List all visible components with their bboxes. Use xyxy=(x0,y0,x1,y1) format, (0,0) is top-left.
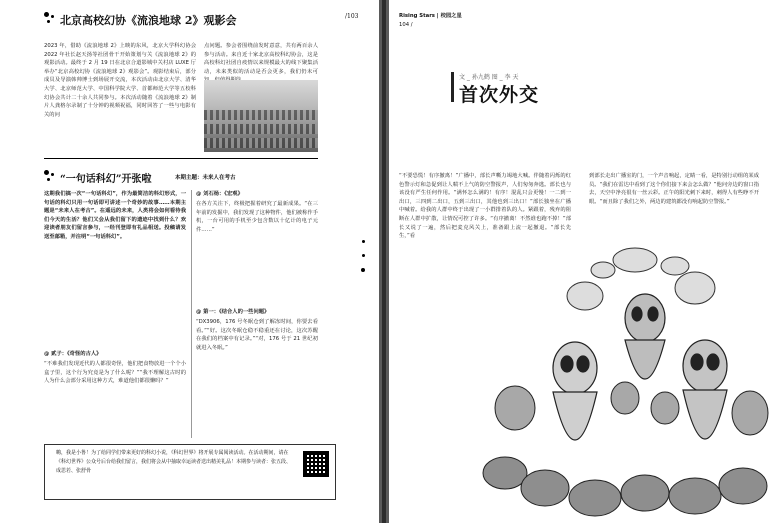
left-page xyxy=(0,0,379,523)
reply-3-text: “不难我们发现近代的人都很奇怪，他们把食物放进一个个小盒子里，这个行为究竟是为了什么呢？”“我不理解这古时的人为什么会部分采用这种方式，难道他们都很懒吗？” xyxy=(44,361,186,385)
story-title: 首次外交 xyxy=(459,84,540,106)
story-body-col2: 到部长走出广播室的门，一个声音响起，定睛一看，是特别行动组的某成员。“我们在雷达中看到了这个你们接下来会怎么做？”他问旁边的窗口指去，天空中净亮很有一丝云彩。正午的阳光刺下来时，刺得人有些睁不开眼。“而且除了我们之外，两边的建筑都没有响起防空警报。” xyxy=(589,173,759,205)
reply-2-author: @ 第一：《结合人的一些问题》 xyxy=(196,309,270,315)
scrollbar[interactable] xyxy=(382,0,386,523)
article-1-body: 2023 年，借助《流浪地球 2》上映的东风，北京大学科幻协会 2022 年社长赵天扬等社团骨干开始策划与关《流浪地球 2》的观影活动。最终于 2 月 19 日在北京合道影城中关村店 LUXE 厅举办“北京高校幻协《流浪地球 2》观影会”。观影结束后，部分成员及导演韩帅博士到场展开交流，本次活动由北京大学、清华大学、北京师范大学、中国科学院大学、首都师范大学等五校科幻协会共计二十余人共同参与。本次活动随着《流浪地球 2》制片人龚格尔录制了十分钟的视频祝福，同时回答了一些与电影有关的问 xyxy=(44,43,196,118)
right-page xyxy=(389,0,769,523)
article-2-intro: 这期我们搞一次“一句话科幻”，作为最简洁的科幻形式，一句话的科幻只用一句话即可讲述一个奇妙的故事……本期主题是“未来人在考古”。在遥远的未来，人类将会如何看待我们今天的生活？他们又会从我们留下的遗迹中找到什么？欢迎读者朋友们留言参与，一经刊登即有礼品相送。投稿请发送至邮箱，并注明“一句话科幻”。 xyxy=(44,191,186,240)
column-divider xyxy=(191,190,192,438)
article-2-kicker: 本期主题：未来人在考古 xyxy=(175,175,236,181)
page-marker-dot xyxy=(362,254,365,257)
page-marker-arrow xyxy=(361,268,365,272)
qr-code-icon xyxy=(303,451,329,477)
reply-1-author: @ 刘石杨：《宏观》 xyxy=(196,191,243,197)
article-2-title: “一句话科幻”开张啦 xyxy=(60,174,152,185)
reader-activity-body: 嗨，我是小鲁！为了给同学们带来更好的科幻小说，《科幻世界》将开展专属阅读活动。在活动期间，请在《科幻世界》公众号后台给我们留言，我们将会从中抽取幸运读者送出精美礼品！本期参与读者： xyxy=(56,450,289,465)
page-number-right: 104 / xyxy=(399,22,413,28)
reply-2-text: “DX3906，176 号冬眠仓到了解冻时间，你要去看看。”“好。这次冬眠仓稳不稳重还在讨论，这次苏醒在我们的档案中有记录。”“对，176 号于 21 世纪初就进入冬眠。” xyxy=(196,319,318,351)
reply-3-author: @ 贰子：《奇怪的古人》 xyxy=(44,351,102,357)
page-number-left: /103 xyxy=(345,13,359,20)
section-divider xyxy=(44,158,318,159)
page-marker-dot xyxy=(362,240,365,243)
reply-1-text: 在各方关注下，终极把握着研究了最新成果。“在三年前的发掘中，我们发现了这种物件，他们被称作手机，一台可用的手机至少包含数以十亿计的电子元件……” xyxy=(196,201,318,233)
alien-crowd-illustration xyxy=(485,248,769,523)
event-group-photo xyxy=(204,80,318,152)
article-1-body-col2: 点问题。参会者围绕前发时意意，共有两百余人参与活动。来自近十家北京高校科幻协会，这是高校科幻社团自疫情以来规模最大的线下聚集活动，未来类似的活动是否会更多，我们仍未可 xyxy=(204,43,318,75)
article-1-title: 北京高校幻协《流浪地球 2》观影会 xyxy=(60,14,237,27)
running-header: Rising Stars | 校园之星 xyxy=(399,13,462,19)
title-accent-bar xyxy=(451,72,454,102)
story-body-col1: “不要恐慌！有序撤离！”广播中，部长声嘶力竭地大喊。伴随着闪烁的红色警示灯和急促到让人喘不上气的防空警报声，人们匆匆奔逃。部长也与该没有严生任何作用。“满怀怎么满的！有序！混乱只会更慢！一二到一出口，三四到二出口，五到三出口，其他也到三出口！”部长独坐在广播中喊着。给我的人群中终于出现了一小群排着队的人。紧跟着，残弃的阻断在人群中扩散，让情况可控了许多。“有序撤离！不然谁也跑不掉！”部长又说了一遍，然后把麦克风关上，准备跟上流一起撤退。“部长先生，”看 xyxy=(399,173,571,240)
author-credit: 文 _ 孙九鹤 图 _ 李 天 xyxy=(459,74,519,81)
reader-activity-names: 张五段、成思若、张舒骨 xyxy=(56,458,292,474)
reader-activity-text xyxy=(56,449,294,475)
